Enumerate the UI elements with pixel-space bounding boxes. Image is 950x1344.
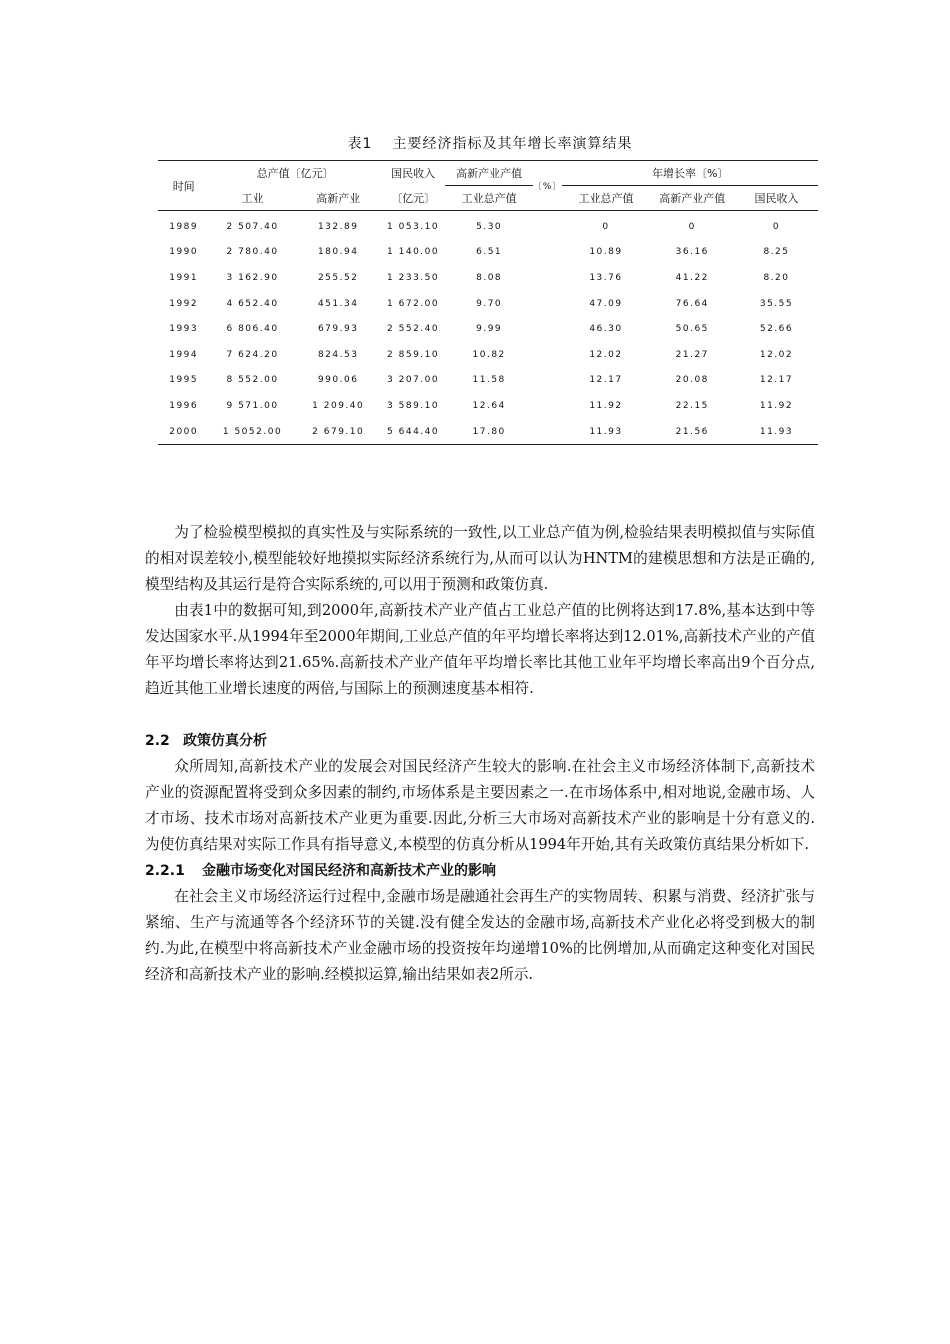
cell-share: 9.99	[476, 324, 503, 335]
cell-growth-industry: 11.93	[589, 426, 623, 437]
cell-growth-income: 35.55	[759, 298, 794, 309]
cell-industry: 2 507.40	[226, 221, 279, 232]
cell-year: 1996	[169, 400, 199, 411]
cell-national-income: 2 859.10	[387, 349, 440, 360]
cell-year: 1992	[169, 298, 199, 309]
paragraph-table1-analysis: 由表1中的数据可知,到2000年,高新技术产业产值占工业总产值的比例将达到17.8%,基本达到中等发达国家水平.从1994年至2000年期间,工业总产值的年平均增长率将达到12.01%,高新技术产业的产值年平均增长率将达到21.65%.高新技术产业产值年平均增长率比其他工业年平均增长率高出9个百分点,趋近其他工业增长速度的两倍,与国际上的预测速度基本相符.	[145, 602, 815, 697]
cell-growth-hightech: 50.65	[675, 324, 709, 335]
cell-national-income: 3 207.00	[387, 375, 440, 386]
header-hightech-share: 高新产业产值	[445, 161, 532, 186]
cell-industry: 2 780.40	[226, 247, 279, 258]
section-heading-2-2	[145, 728, 815, 754]
cell-national-income: 5 644.40	[387, 426, 440, 437]
cell-hightech: 451.34	[317, 298, 359, 309]
cell-share: 6.51	[476, 247, 503, 258]
cell-growth-industry: 46.30	[589, 324, 623, 335]
cell-growth-hightech: 41.22	[675, 272, 709, 283]
table-1	[158, 160, 818, 445]
cell-growth-hightech: 36.16	[675, 247, 709, 258]
table-row	[158, 419, 818, 445]
header-growth-rate: 年增长率〔%〕	[562, 161, 818, 186]
header-growth-income: 国民收入	[754, 192, 799, 205]
paragraph-validation: 为了检验模型模拟的真实性及与实际系统的一致性,以工业总产值为例,检验结果表明模拟值与实际值的相对误差较小,模型能较好地摸拟实际经济系统行为,从而可以认为HNTM的建模思想和方法是正确的,模型结构及其运行是符合实际系统的,可以用于预测和政策仿真.	[145, 524, 815, 593]
cell-growth-industry: 12.17	[589, 375, 623, 386]
table-caption-text: 主要经济指标及其年增长率演算结果	[392, 136, 633, 152]
cell-industry: 1 5052.00	[222, 426, 283, 437]
cell-growth-income: 52.66	[759, 324, 794, 335]
cell-growth-hightech: 20.08	[675, 375, 709, 386]
cell-national-income: 1 672.00	[387, 298, 440, 309]
header-national-income: 国民收入	[391, 167, 436, 181]
cell-growth-hightech: 21.56	[675, 426, 709, 437]
body-text	[145, 520, 815, 988]
cell-growth-industry: 11.92	[589, 400, 623, 411]
table-row	[158, 342, 818, 368]
cell-growth-industry: 47.09	[589, 298, 623, 309]
table-row	[158, 316, 818, 342]
cell-growth-industry: 0	[602, 221, 610, 232]
table-row	[158, 368, 818, 394]
header-pct-unit: 〔%〕	[532, 182, 563, 192]
subsection-title: 金融市场变化对国民经济和高新技术产业的影响	[202, 863, 496, 879]
table-row	[158, 265, 818, 291]
table-row	[158, 211, 818, 240]
cell-industry: 7 624.20	[226, 349, 279, 360]
cell-year: 1995	[169, 375, 199, 386]
cell-growth-income: 12.02	[759, 349, 794, 360]
header-industry: 工业	[241, 191, 264, 205]
cell-growth-income: 0	[772, 221, 781, 232]
cell-growth-industry: 12.02	[589, 349, 623, 360]
header-gross-output: 总产值〔亿元〕	[256, 167, 334, 181]
cell-year: 1990	[169, 247, 199, 258]
cell-growth-industry: 10.89	[589, 247, 623, 258]
cell-year: 2000	[169, 426, 199, 437]
cell-hightech: 1 209.40	[312, 400, 365, 411]
section-title: 政策仿真分析	[183, 733, 267, 749]
cell-year: 1993	[169, 324, 199, 335]
header-hightech-share-denominator: 工业总产值	[461, 192, 517, 205]
header-national-income-unit: 〔亿元〕	[391, 191, 436, 205]
cell-hightech: 180.94	[317, 247, 359, 258]
cell-industry: 6 806.40	[226, 324, 279, 335]
header-time: 时间	[172, 179, 195, 193]
cell-hightech: 679.93	[317, 324, 359, 335]
cell-share: 12.64	[472, 400, 506, 411]
cell-growth-income: 8.25	[763, 247, 790, 258]
cell-growth-industry: 13.76	[589, 272, 623, 283]
cell-share: 9.70	[476, 298, 503, 309]
section-heading-2-2-1	[145, 858, 815, 884]
cell-industry: 8 552.00	[226, 375, 279, 386]
header-growth-hightech: 高新产业产值	[659, 192, 726, 205]
cell-industry: 9 571.00	[226, 400, 279, 411]
cell-industry: 4 652.40	[226, 298, 279, 309]
economic-indicators-table	[158, 160, 818, 445]
section-number: 2.2	[145, 733, 170, 749]
cell-growth-hightech: 21.27	[675, 349, 709, 360]
cell-national-income: 1 053.10	[387, 221, 440, 232]
cell-share: 10.82	[472, 349, 506, 360]
cell-share: 8.08	[476, 272, 503, 283]
cell-hightech: 255.52	[317, 272, 359, 283]
cell-growth-hightech: 76.64	[675, 298, 709, 309]
cell-national-income: 1 140.00	[387, 247, 440, 258]
cell-hightech: 824.53	[317, 349, 359, 360]
cell-growth-income: 11.93	[759, 426, 794, 437]
cell-share: 5.30	[476, 221, 503, 232]
header-growth-industry: 工业总产值	[578, 192, 634, 205]
cell-growth-income: 12.17	[759, 375, 794, 386]
table-caption	[0, 133, 950, 153]
cell-growth-income: 11.92	[759, 400, 794, 411]
table-row	[158, 240, 818, 266]
cell-year: 1991	[169, 272, 199, 283]
cell-growth-income: 8.20	[763, 272, 790, 283]
cell-industry: 3 162.90	[226, 272, 279, 283]
cell-hightech: 990.06	[317, 375, 359, 386]
cell-growth-hightech: 0	[688, 221, 696, 232]
cell-year: 1994	[169, 349, 199, 360]
subsection-number: 2.2.1	[145, 863, 185, 879]
cell-year: 1989	[169, 221, 199, 232]
cell-share: 17.80	[472, 426, 506, 437]
cell-national-income: 1 233.50	[387, 272, 440, 283]
cell-share: 11.58	[472, 375, 506, 386]
paragraph-policy-intro: 众所周知,高新技术产业的发展会对国民经济产生较大的影响.在社会主义市场经济体制下,高新技术产业的资源配置将受到众多因素的制约,市场体系是主要因素之一.在市场体系中,相对地说,金融市场、人才市场、技术市场对高新技术产业更为重要.因此,分析三大市场对高新技术产业的影响是十分有意义的.为使仿真结果对实际工作具有指导意义,本模型的仿真分析从1994年开始,其有关政策仿真结果分析如下.	[145, 758, 815, 853]
cell-national-income: 2 552.40	[387, 324, 440, 335]
cell-hightech: 2 679.10	[312, 426, 365, 437]
cell-national-income: 3 589.10	[387, 400, 440, 411]
table-row	[158, 393, 818, 419]
paragraph-financial-market: 在社会主义市场经济运行过程中,金融市场是融通社会再生产的实物周转、积累与消费、经济扩张与紧缩、生产与流通等各个经济环节的关键.没有健全发达的金融市场,高新技术产业化必将受到极大的制约.为此,在模型中将高新技术产业金融市场的投资按年均递增10%的比例增加,从而确定这种变化对国民经济和高新技术产业的影响.经模拟运算,输出结果如表2所示.	[145, 888, 815, 983]
table-row	[158, 291, 818, 317]
header-hightech: 高新产业	[316, 191, 361, 205]
cell-hightech: 132.89	[317, 221, 359, 232]
cell-growth-hightech: 22.15	[675, 400, 709, 411]
table-caption-number: 表1	[347, 136, 373, 152]
